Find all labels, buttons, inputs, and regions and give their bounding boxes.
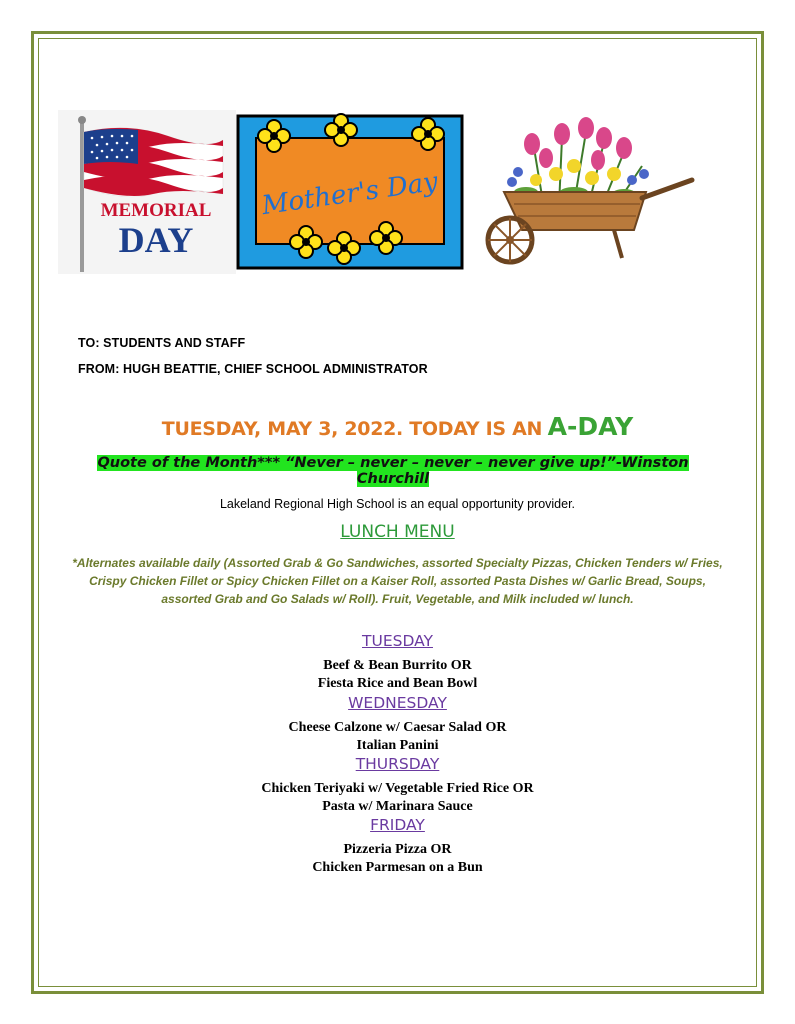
american-flag-icon <box>58 110 236 274</box>
date-headline <box>0 412 795 441</box>
memorial-day-image <box>58 110 236 274</box>
day-heading-wednesday: WEDNESDAY <box>348 694 447 712</box>
day-text: DAY <box>118 220 194 260</box>
day-type-text: A-DAY <box>547 412 634 441</box>
alternates-note: *Alternates available daily (Assorted Grab & Go Sandwiches, assorted Specialty Pizzas, Chicken Tenders w/ Fries, Crispy Chicken Fillet or Spicy Chicken Fillet on a Kaiser Roll, assorted Pasta Dishes w/ Garlic Bread, Soups, assorted Grab and Go Salads w/ Roll). Fruit, Vegetable, and Milk included w/ lunch. <box>72 556 723 606</box>
header-banner <box>56 108 706 278</box>
meal-item: Chicken Parmesan on a Bun <box>312 860 483 875</box>
wheelbarrow-flowers-image <box>474 108 702 276</box>
wheelbarrow-icon <box>474 108 702 276</box>
day-heading-friday: FRIDAY <box>370 816 425 834</box>
meal-item: Pasta w/ Marinara Sauce <box>322 799 473 814</box>
meal-item: Cheese Calzone w/ Caesar Salad OR <box>288 720 507 735</box>
meal-item: Beef & Bean Burrito OR <box>323 658 472 673</box>
meal-item: Chicken Teriyaki w/ Vegetable Fried Rice OR <box>261 781 534 796</box>
meal-item: Italian Panini <box>356 738 439 753</box>
date-text: TUESDAY, MAY 3, 2022. TODAY IS AN <box>161 418 543 440</box>
meal-item: Fiesta Rice and Bean Bowl <box>317 676 478 691</box>
mothers-day-image <box>236 110 464 274</box>
quote-text: Quote of the Month*** “Never – never – never – never give up!”-Winston Churchill <box>97 455 689 487</box>
lunch-menu-title: LUNCH MENU <box>340 522 455 542</box>
memo-from: FROM: HUGH BEATTIE, CHIEF SCHOOL ADMINISTRATOR <box>78 362 428 376</box>
day-heading-thursday: THURSDAY <box>355 755 440 773</box>
meal-item: Pizzeria Pizza OR <box>343 842 452 857</box>
day-heading-tuesday: TUESDAY <box>362 632 433 650</box>
memorial-text: MEMORIAL <box>100 200 212 221</box>
memo-to: TO: STUDENTS AND STAFF <box>78 336 246 350</box>
quote-of-the-month <box>80 455 706 487</box>
equal-opportunity-statement: Lakeland Regional High School is an equal opportunity provider. <box>219 497 576 511</box>
mothers-day-text: Mother's Day <box>260 166 440 222</box>
